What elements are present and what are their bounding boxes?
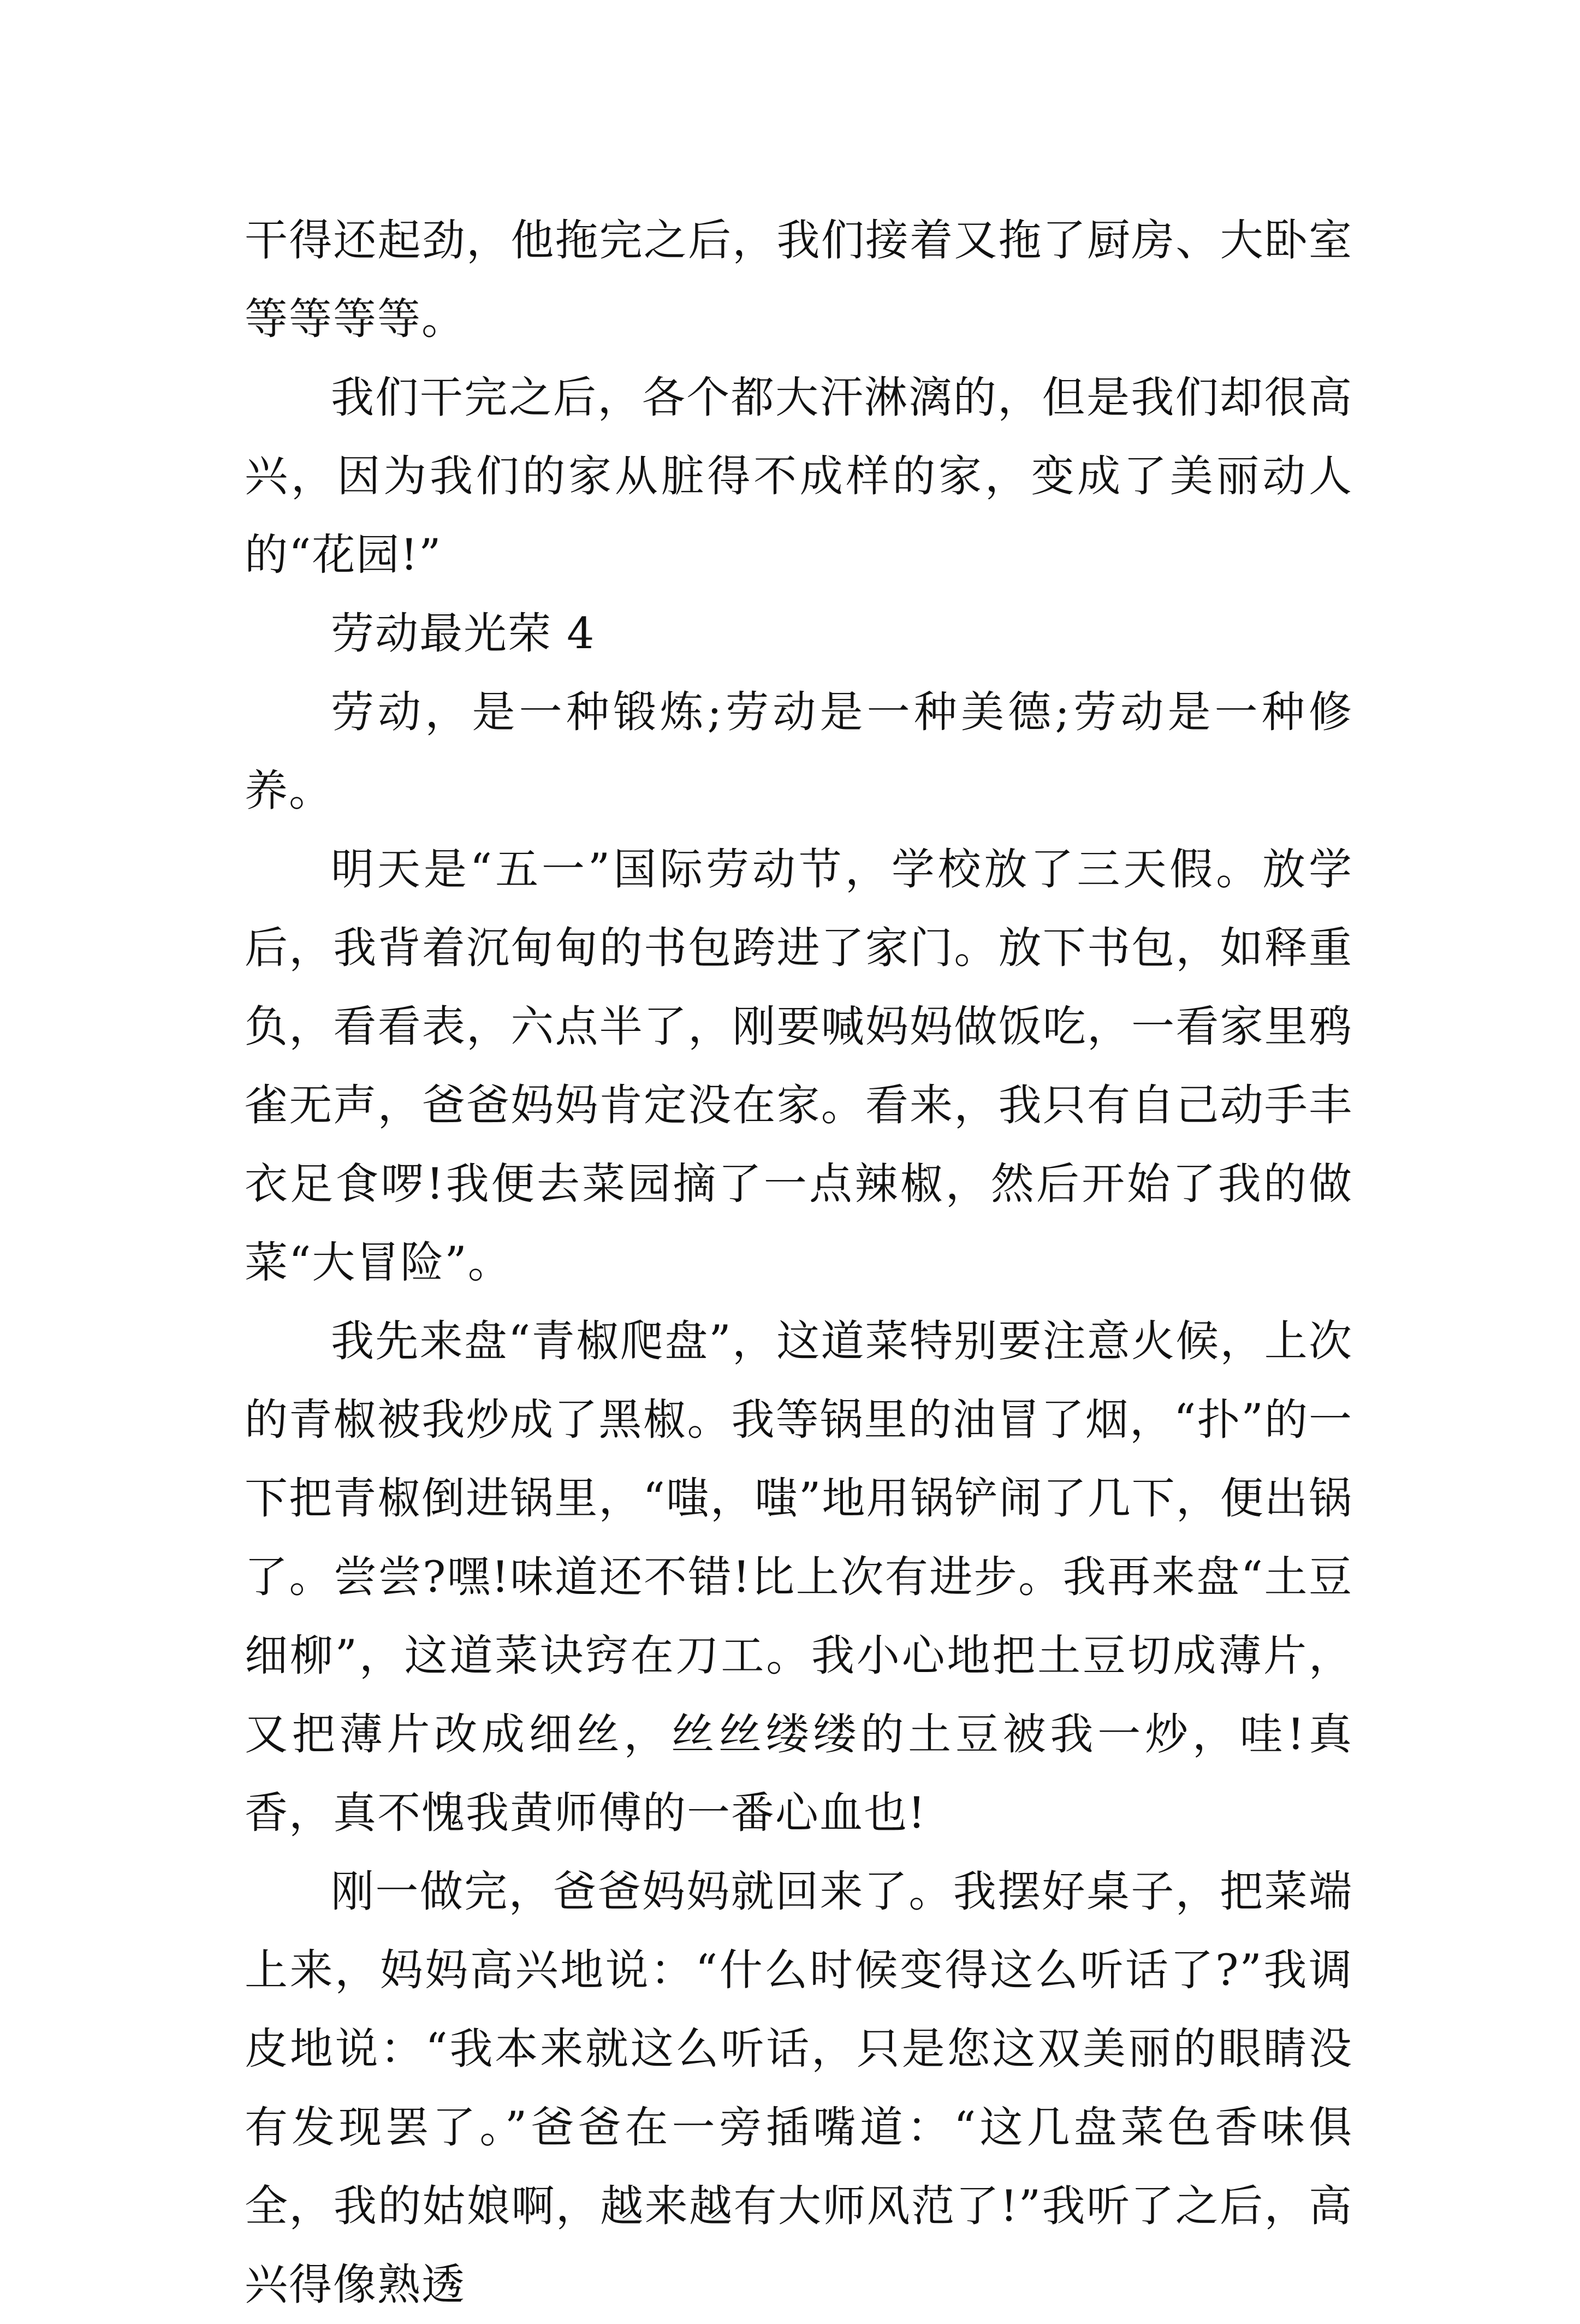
paragraph: 我先来盘“青椒爬盘”，这道菜特别要注意火候，上次的青椒被我炒成了黑椒。我等锅里的油冒了烟，“扑”的一下把青椒倒进锅里，“嗤，嗤”地用锅铲闹了几下，便出锅了。尝尝?嘿!味道还不错!比上次有进步。我再来盘“土豆细柳”，这道菜诀窍在刀工。我小心地把土豆切成薄片，又把薄片改成细丝，丝丝缕缕的土豆被我一炒，哇!真香，真不愧我黄师傅的一番心血也! (245, 1316, 1353, 1838)
section-heading: 劳动最光荣 4 (331, 608, 596, 659)
paragraph: 我们干完之后，各个都大汗淋漓的，但是我们却很高兴，因为我们的家从脏得不成样的家，变成了美丽动人的“花园!” (245, 372, 1353, 580)
paragraph: 明天是“五一”国际劳动节，学校放了三天假。放学后，我背着沉甸甸的书包跨进了家门。放下书包，如释重负，看看表，六点半了，刚要喊妈妈做饭吃，一看家里鸦雀无声，爸爸妈妈肯定没在家。看来，我只有自己动手丰衣足食啰!我便去菜园摘了一点辣椒，然后开始了我的做菜“大冒险”。 (245, 844, 1353, 1288)
paragraph: 劳动，是一种锻炼;劳动是一种美德;劳动是一种修养。 (245, 687, 1353, 816)
paragraph: 刚一做完，爸爸妈妈就回来了。我摆好桌子，把菜端上来，妈妈高兴地说：“什么时候变得这么听话了?”我调皮地说：“我本来就这么听话，只是您这双美丽的眼睛没有发现罢了。”爸爸在一旁插嘴道：“这几盘菜色香味俱全，我的姑娘啊，越来越有大师风范了!”我听了之后，高兴得像熟透 (245, 1866, 1353, 2310)
paragraph-continuation: 干得还起劲，他拖完之后，我们接着又拖了厨房、大卧室等等等等。 (245, 215, 1353, 344)
document-body (245, 201, 1353, 2324)
